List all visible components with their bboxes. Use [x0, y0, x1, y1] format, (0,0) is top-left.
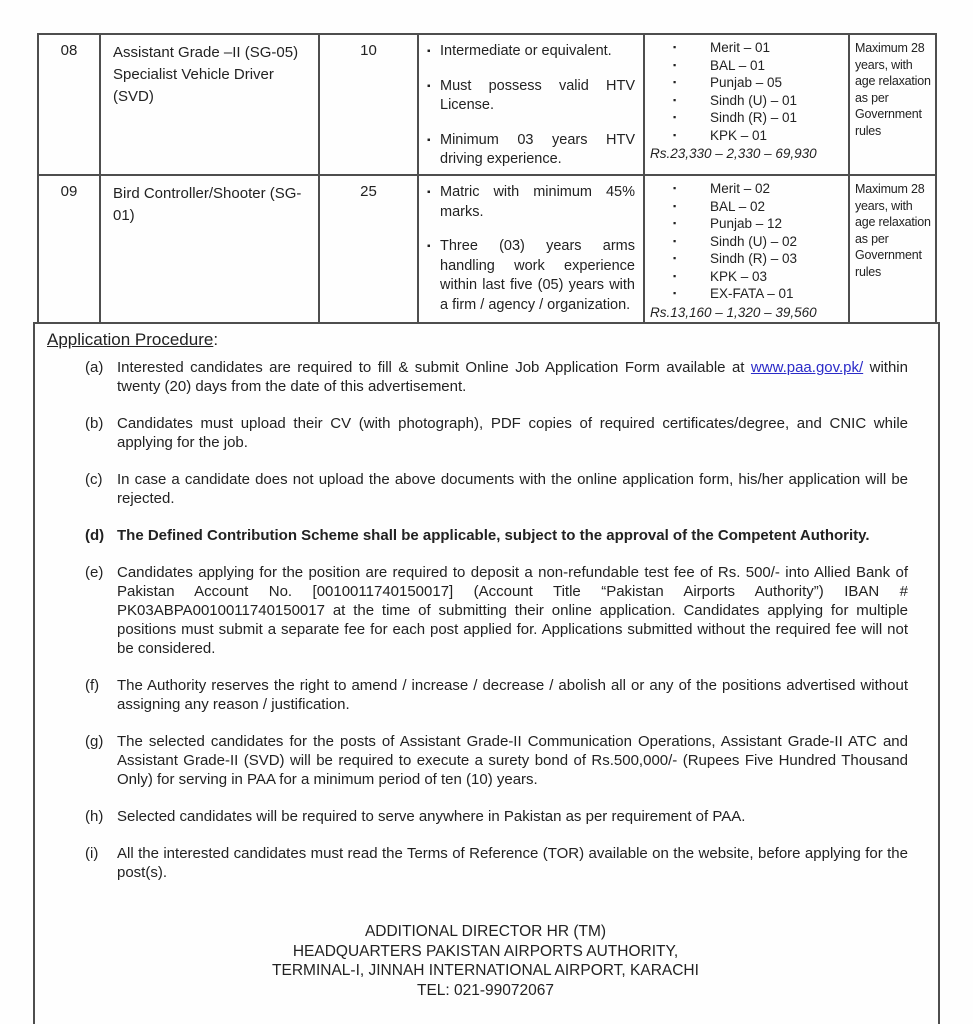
item-text: Selected candidates will be required to serve anywhere in Pakistan as per requirement of PAA.: [117, 808, 746, 825]
qualifications-cell: [418, 175, 644, 323]
bullet-icon: ▪: [673, 235, 677, 246]
bullet-icon: ▪: [427, 80, 431, 92]
item-text: In case a candidate does not upload the above documents with the online application form, his/her application will be rejected.: [117, 471, 908, 507]
quota-item: [650, 180, 842, 198]
item-text: The Defined Contribution Scheme shall be applicable, subject to the approval of the Competent Authority.: [117, 527, 870, 544]
quota-item: [650, 57, 842, 75]
quota-text: Sindh (R) – 01: [710, 110, 798, 125]
bullet-icon: ▪: [427, 46, 431, 57]
telephone-number: TEL: 021-99072067: [416, 981, 555, 999]
qualification-item: [427, 237, 635, 315]
item-label: (i): [85, 845, 99, 862]
serial-number: 08: [60, 42, 78, 59]
bullet-icon: ▪: [427, 134, 431, 146]
quota-item: [650, 198, 842, 216]
quota-text: KPK – 01: [710, 127, 768, 143]
age-limit-cell: [849, 34, 936, 175]
item-text: Candidates applying for the position are required to deposit a non-refundable test fee of Rs. 500/- into Allied Bank of Pakistan Account No. [0010011740150017] (Account Title “Pakistan Airports Authority”) IBAN # PK03ABPA0010011740150017 at the time of submitting their online application. Candidates applying for multiple positions must submit a separate fee for each post applied for. Applications submitted without the required fee will not be considered.: [117, 564, 908, 657]
application-procedure-section: [33, 322, 940, 1024]
salary-scale: Rs.23,330 – 2,330 – 69,930: [650, 146, 817, 161]
item-text: The Authority reserves the right to amend / increase / decrease / abolish all or any of the positions advertised without assigning any reason / justification.: [117, 677, 908, 713]
position-cell: [100, 175, 319, 323]
posts-count: 25: [360, 183, 377, 200]
signature-block: [47, 922, 924, 1000]
organization-address: TERMINAL-I, JINNAH INTERNATIONAL AIRPORT, KARACHI: [272, 962, 699, 979]
quota-text: KPK – 03: [710, 268, 768, 284]
quota-item: [650, 127, 842, 145]
item-label: (c): [85, 471, 103, 488]
quota-text: Sindh (R) – 03: [710, 251, 798, 266]
item-label: (b): [85, 415, 104, 432]
procedure-item-h: [85, 807, 908, 826]
bullet-icon: ▪: [673, 59, 677, 70]
quota-item: [650, 74, 842, 92]
posts-count-cell: [319, 175, 418, 323]
qualification-item: [427, 183, 635, 222]
bullet-icon: ▪: [673, 94, 677, 105]
item-label: (f): [85, 677, 100, 694]
qualification-text: Minimum 03 years HTV driving experience.: [440, 131, 635, 167]
quota-item: [650, 109, 842, 127]
quota-text: Merit – 02: [710, 181, 771, 196]
quota-text: Merit – 01: [710, 40, 771, 55]
section-heading: [47, 330, 924, 350]
salary-scale: Rs.13,160 – 1,320 – 39,560: [650, 304, 817, 320]
quota-text: BAL – 01: [710, 57, 766, 73]
procedure-item-b: [85, 414, 908, 452]
item-label: (e): [85, 564, 104, 581]
quota-item: [650, 268, 842, 286]
age-limit-cell: [849, 175, 936, 323]
quota-text: Sindh (U) – 01: [710, 92, 798, 108]
quota-text: BAL – 02: [710, 198, 766, 214]
qualification-text: Must possess valid HTV License.: [440, 77, 635, 113]
quota-item: [650, 250, 842, 268]
quota-text: EX-FATA – 01: [710, 286, 794, 301]
bullet-icon: ▪: [673, 77, 677, 87]
bullet-icon: ▪: [427, 187, 431, 198]
procedure-item-f: [85, 676, 908, 714]
bullet-icon: ▪: [673, 288, 677, 298]
quota-item: [650, 39, 842, 57]
section-heading-text: Application Procedure: [47, 330, 214, 349]
bullet-icon: ▪: [673, 200, 677, 211]
bullet-icon: ▪: [673, 129, 677, 140]
signatory-title: ADDITIONAL DIRECTOR HR (TM): [364, 923, 607, 940]
quota-cell: [644, 175, 849, 323]
posts-count: 10: [360, 42, 377, 59]
age-limit-text: Maximum 28 years, with age relaxation as per Government rules: [855, 41, 931, 138]
quota-text: Punjab – 12: [710, 216, 783, 231]
position-title: Bird Controller/Shooter (SG-01): [113, 185, 302, 224]
bullet-icon: ▪: [673, 218, 677, 228]
item-label: (g): [85, 733, 104, 750]
item-text: Candidates must upload their CV (with photograph), PDF copies of required certificates/degree, and CNIC while applying for the job.: [117, 415, 908, 451]
qualification-text: Three (03) years arms handling work experience within last five (05) years with a firm / agency / organization.: [440, 238, 635, 313]
item-label: (a): [85, 359, 104, 376]
section-heading-colon: :: [213, 330, 219, 349]
paa-website-link[interactable]: www.paa.gov.pk/: [750, 359, 864, 376]
qualification-text: Matric with minimum 45% marks.: [440, 184, 635, 220]
bullet-icon: ▪: [673, 183, 677, 193]
procedure-item-d: [85, 526, 908, 545]
bullet-icon: ▪: [673, 270, 677, 281]
item-text-after-link: within twenty (20) days from the date of this advertisement.: [117, 359, 908, 395]
item-label: (d): [85, 527, 105, 544]
item-text-before-link: Interested candidates are required to fill & submit Online Job Application Form available at: [117, 359, 751, 376]
table-row: [38, 34, 936, 175]
qualifications-cell: [418, 34, 644, 175]
qualification-item: [427, 131, 635, 170]
position-cell: [100, 34, 319, 175]
position-title: Assistant Grade –II (SG-05) Specialist Vehicle Driver (SVD): [113, 44, 299, 105]
procedure-item-a: [85, 358, 908, 396]
bullet-icon: ▪: [673, 112, 677, 122]
qualification-item: [427, 77, 635, 116]
quota-text: Sindh (U) – 02: [710, 233, 798, 249]
bullet-icon: ▪: [427, 241, 431, 252]
item-text: The selected candidates for the posts of Assistant Grade-II Communication Operations, Assistant Grade-II ATC and Assistant Grade-II (SVD) will be required to execute a surety bond of Rs.500,000/- (Rupees Five Hundred Thousand Only) for serving in PAA for a minimum period of ten (10) years.: [117, 733, 908, 788]
item-text: All the interested candidates must read the Terms of Reference (TOR) available on the website, before applying for the post(s).: [117, 845, 908, 881]
quota-item: [650, 233, 842, 251]
bullet-icon: ▪: [673, 253, 677, 263]
quota-cell: [644, 34, 849, 175]
serial-cell: [38, 34, 100, 175]
procedure-item-g: [85, 732, 908, 789]
qualification-text: Intermediate or equivalent.: [440, 43, 612, 59]
procedure-item-c: [85, 470, 908, 508]
procedure-items: [47, 358, 924, 882]
quota-item: [650, 92, 842, 110]
posts-count-cell: [319, 34, 418, 175]
item-text: [117, 358, 908, 396]
procedure-item-e: [85, 563, 908, 658]
positions-table: [37, 33, 937, 324]
quota-text: Punjab – 05: [710, 75, 783, 90]
bullet-icon: ▪: [673, 42, 677, 52]
quota-item: [650, 285, 842, 303]
qualification-item: [427, 42, 635, 62]
serial-number: 09: [60, 183, 78, 200]
serial-cell: [38, 175, 100, 323]
item-label: (h): [85, 808, 104, 825]
quota-item: [650, 215, 842, 233]
organization-name: HEADQUARTERS PAKISTAN AIRPORTS AUTHORITY,: [292, 942, 679, 960]
procedure-item-i: [85, 844, 908, 882]
age-limit-text: Maximum 28 years, with age relaxation as per Government rules: [855, 182, 931, 279]
table-row: [38, 175, 936, 323]
